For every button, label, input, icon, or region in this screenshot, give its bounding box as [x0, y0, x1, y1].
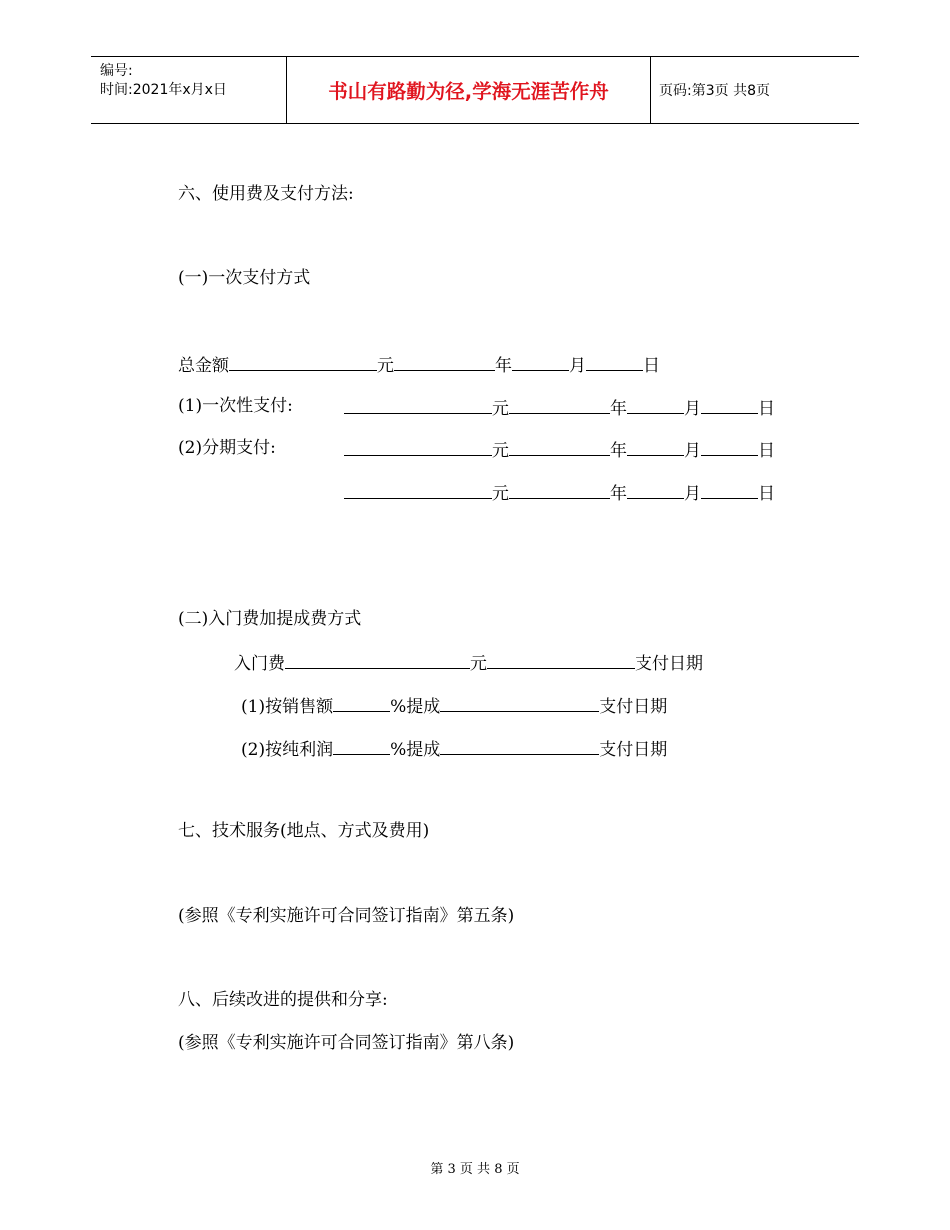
- subsection-1-title: (一)一次支付方式: [178, 268, 311, 288]
- day-blank[interactable]: [701, 438, 758, 456]
- header-page-info: 页码:第3页 共8页: [659, 83, 770, 99]
- entry-fee-blank[interactable]: [285, 651, 470, 669]
- page-footer: 第 3 页 共 8 页: [430, 1162, 520, 1177]
- section-8-title: 八、后续改进的提供和分享:: [178, 990, 388, 1010]
- item-2-blanks-row-1: [344, 438, 775, 461]
- header-right: [650, 57, 859, 123]
- profit-label: (2)按纯利润: [241, 740, 334, 760]
- amount-blank[interactable]: [344, 396, 492, 414]
- unit-day: 日: [643, 356, 660, 376]
- year-blank[interactable]: [509, 438, 610, 456]
- header-left: [91, 57, 286, 123]
- unit-yuan: 元: [470, 654, 487, 674]
- document-time-label: 时间:2021年x月x日: [100, 82, 227, 98]
- profit-percent-blank[interactable]: [333, 737, 390, 755]
- section-7-title: 七、技术服务(地点、方式及费用): [178, 821, 430, 841]
- unit-month: 月: [684, 484, 701, 504]
- total-amount-label: 总金额: [178, 356, 229, 376]
- page-header: [91, 56, 859, 124]
- item-2-blanks-row-2: [344, 481, 775, 504]
- pay-date-label: 支付日期: [599, 697, 668, 717]
- month-blank[interactable]: [627, 481, 684, 499]
- year-blank[interactable]: [394, 353, 495, 371]
- amount-blank[interactable]: [229, 353, 377, 371]
- unit-year: 年: [610, 484, 627, 504]
- total-amount-line: [178, 353, 660, 376]
- section-6-title: 六、使用费及支付方法:: [178, 184, 354, 204]
- amount-blank[interactable]: [344, 438, 492, 456]
- pay-date-label: 支付日期: [635, 654, 703, 674]
- sales-percent-blank[interactable]: [333, 694, 390, 712]
- day-blank[interactable]: [586, 353, 643, 371]
- item-1-label: (1)一次性支付:: [178, 396, 293, 416]
- pay-date-label: 支付日期: [599, 740, 668, 760]
- item-1-blanks: [344, 396, 775, 419]
- subsection-2-title: (二)入门费加提成费方式: [178, 609, 362, 629]
- document-number-label: 编号:: [100, 63, 133, 79]
- percent-commission-label: %提成: [390, 740, 441, 760]
- year-blank[interactable]: [509, 396, 610, 414]
- unit-day: 日: [758, 399, 775, 419]
- profit-amount-blank[interactable]: [440, 737, 599, 755]
- section-8-reference: (参照《专利实施许可合同签订指南》第八条): [178, 1033, 515, 1053]
- unit-yuan: 元: [377, 356, 394, 376]
- section-7-reference: (参照《专利实施许可合同签订指南》第五条): [178, 906, 515, 926]
- unit-month: 月: [684, 441, 701, 461]
- entry-fee-line: [234, 651, 703, 674]
- unit-year: 年: [610, 399, 627, 419]
- sales-amount-blank[interactable]: [440, 694, 599, 712]
- unit-day: 日: [758, 441, 775, 461]
- header-motto: 书山有路勤为径,学海无涯苦作舟: [328, 80, 609, 103]
- month-blank[interactable]: [627, 396, 684, 414]
- entry-fee-label: 入门费: [234, 654, 285, 674]
- year-blank[interactable]: [509, 481, 610, 499]
- percent-commission-label: %提成: [390, 697, 441, 717]
- unit-day: 日: [758, 484, 775, 504]
- month-blank[interactable]: [627, 438, 684, 456]
- profit-commission-line: [241, 737, 667, 760]
- unit-yuan: 元: [492, 484, 509, 504]
- unit-yuan: 元: [492, 441, 509, 461]
- day-blank[interactable]: [701, 396, 758, 414]
- sales-label: (1)按销售额: [241, 697, 334, 717]
- entry-fee-date-blank[interactable]: [487, 651, 635, 669]
- sales-commission-line: [241, 694, 667, 717]
- unit-month: 月: [684, 399, 701, 419]
- unit-yuan: 元: [492, 399, 509, 419]
- item-2-label: (2)分期支付:: [178, 438, 276, 458]
- header-center: [286, 57, 651, 123]
- amount-blank[interactable]: [344, 481, 492, 499]
- month-blank[interactable]: [512, 353, 569, 371]
- day-blank[interactable]: [701, 481, 758, 499]
- unit-year: 年: [610, 441, 627, 461]
- unit-year: 年: [495, 356, 512, 376]
- unit-month: 月: [569, 356, 586, 376]
